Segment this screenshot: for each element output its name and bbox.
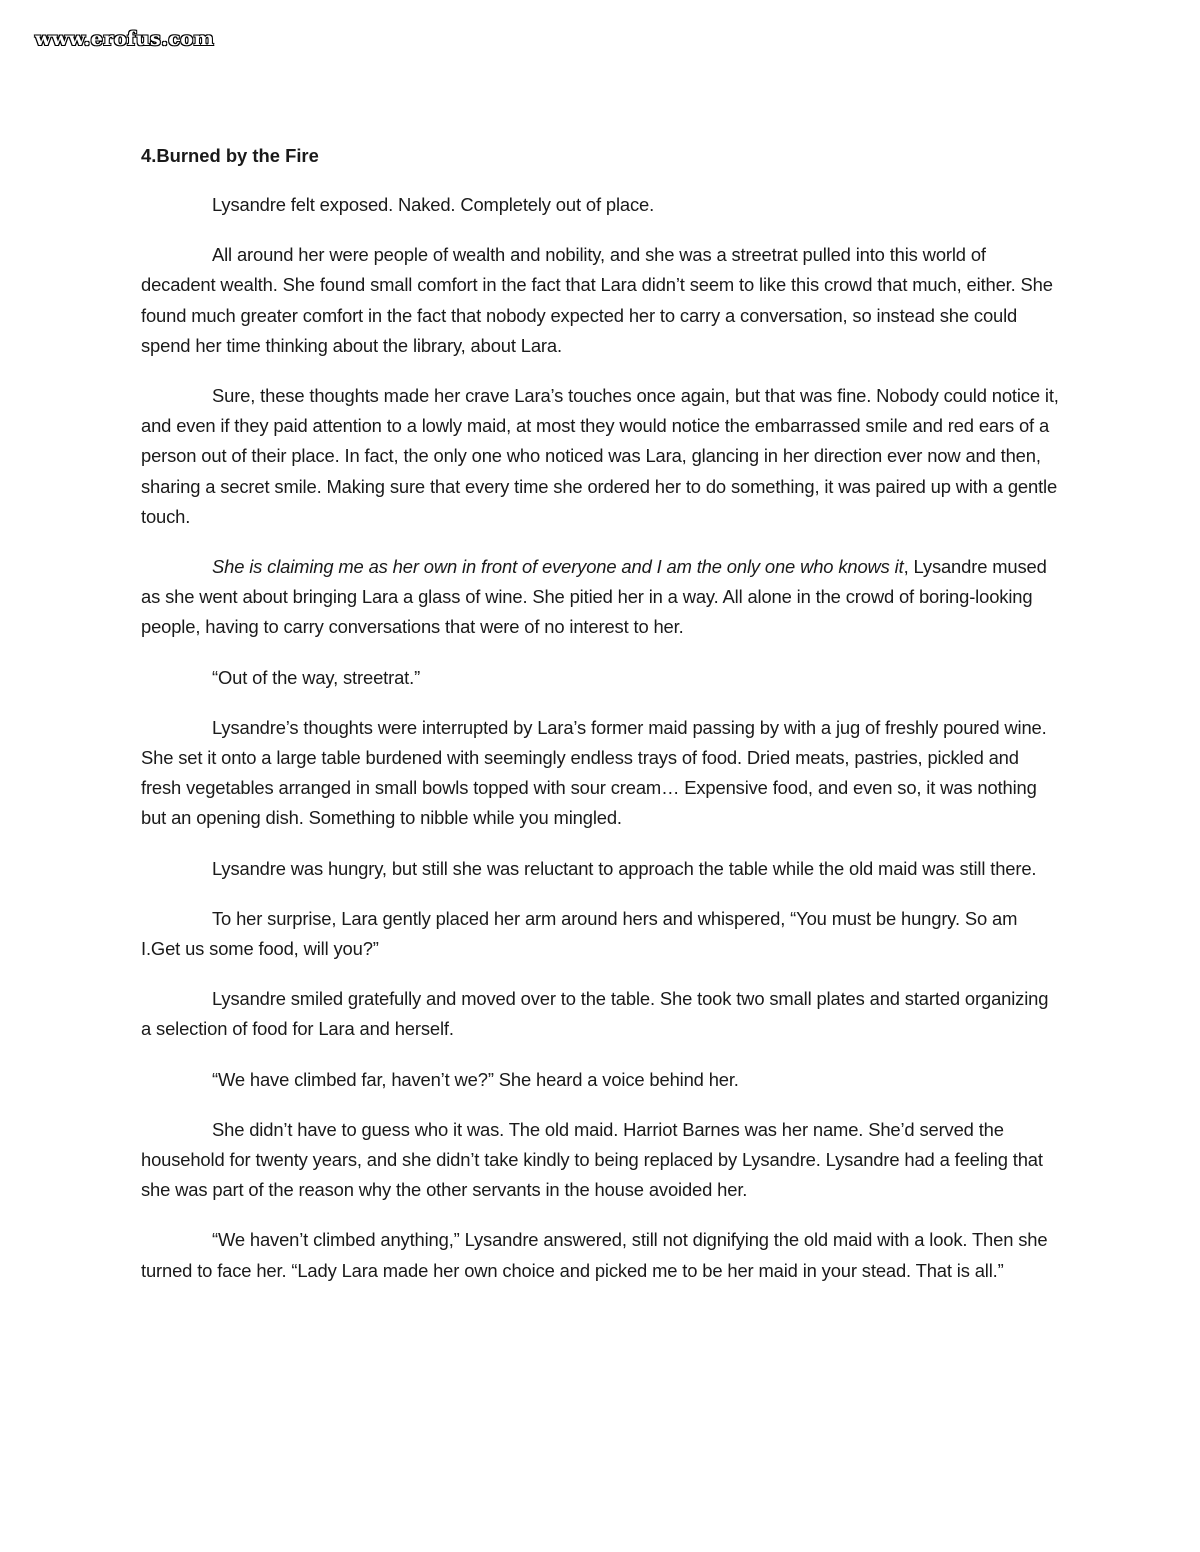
watermark: www.erofus.com [35,28,215,50]
italic-thought: She is claiming me as her own in front of everyone and I am the only one who knows it [212,556,904,578]
paragraph-4-rest: , Lysandre mused as she went about bringing Lara a glass of wine. She pitied her in a way. All alone in the crowd of boring-looking people, having to carry conversations that were of no interest to her. [141,556,1047,638]
paragraph-4 [141,552,1059,643]
paragraph-5: “Out of the way, streetrat.” [212,666,421,688]
paragraph-7: Lysandre was hungry, but still she was reluctant to approach the table while the old maid was still there. [212,857,1037,879]
document-page [141,141,1059,1306]
paragraph-10: “We have climbed far, haven’t we?” She heard a voice behind her. [212,1068,739,1090]
paragraph-6: Lysandre’s thoughts were interrupted by Lara’s former maid passing by with a jug of freshly poured wine. She set it onto a large table burdened with seemingly endless trays of food. Dried meats, pastries, pickled and fresh vegetables arranged in small bowls topped with sour cream… Expensive food, and even so, it was nothing but an opening dish. Something to nibble while you mingled. [141,716,1047,829]
paragraph-11: She didn’t have to guess who it was. The old maid. Harriot Barnes was her name. She’d served the household for twenty years, and she didn’t take kindly to being replaced by Lysandre. Lysandre had a feeling that she was part of the reason why the other servants in the house avoided her. [141,1118,1043,1201]
paragraph-1: Lysandre felt exposed. Naked. Completely out of place. [212,194,655,215]
paragraph-3: Sure, these thoughts made her crave Lara’s touches once again, but that was fine. Nobody could notice it, and even if they paid attention to a lowly maid, at most they would notice the embarrassed smile and red ears of a person out of their place. In fact, the only one who noticed was Lara, glancing in her direction ever now and then, sharing a secret smile. Making sure that every time she ordered her to do something, it was paired up with a gentle touch. [141,385,1059,527]
paragraph-2: All around her were people of wealth and nobility, and she was a streetrat pulled into this world of decadent wealth. She found small comfort in the fact that Lara didn’t seem to like this crowd that much, either. She found much greater comfort in the fact that nobody expected her to carry a conversation, so instead she could spend her time thinking about the library, about Lara. [141,244,1053,356]
paragraph-8: To her surprise, Lara gently placed her arm around hers and whispered, “You must be hungry. So am I.Get us some food, will you?” [141,907,1018,960]
paragraph-9: Lysandre smiled gratefully and moved over to the table. She took two small plates and started organizing a selection of food for Lara and herself. [141,988,1049,1040]
paragraph-12: “We haven’t climbed anything,” Lysandre answered, still not dignifying the old maid with a look. Then she turned to face her. “Lady Lara made her own choice and picked me to be her maid in your stead. That is all.” [141,1229,1048,1281]
chapter-title: 4.Burned by the Fire [141,145,319,166]
